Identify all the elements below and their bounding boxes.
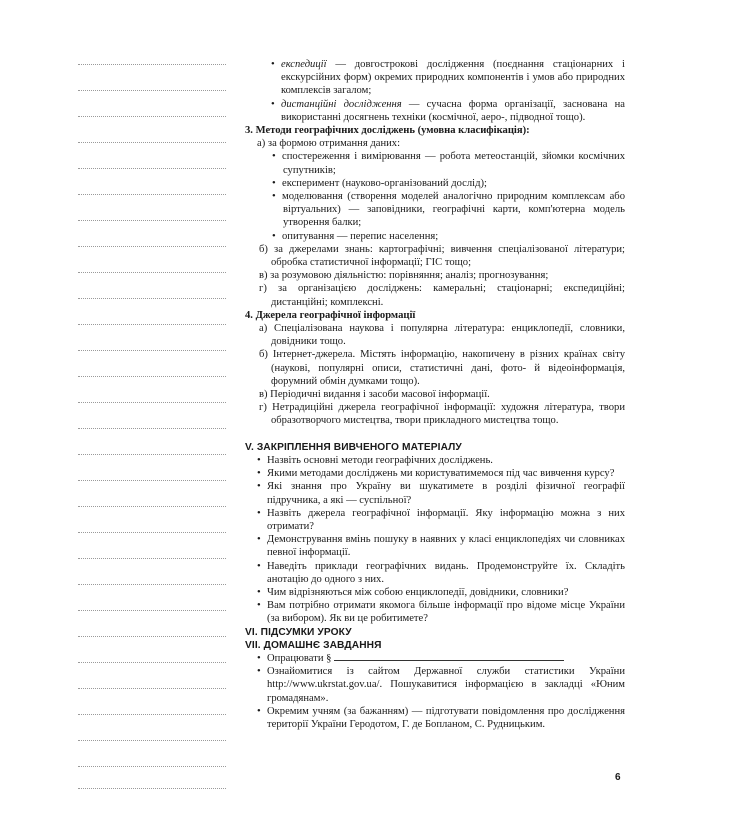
bullet-icon: • <box>272 177 276 189</box>
methods-a-item: • спостереження і вимірювання — робота метеостанцій, зйомки космічних супутників; <box>272 151 625 176</box>
bullet-icon: • <box>257 652 261 664</box>
note-line <box>78 714 226 715</box>
section-5-item: • Назвіть основні методи географічних досліджень. <box>257 454 493 466</box>
note-line <box>78 506 226 507</box>
methods-a-item: • моделювання (створення моделей аналогічно природним комплексам або віртуальних) — заповідники, географічні карти, комп'ютерна модель утворення балки; <box>272 191 625 229</box>
section-7-title: VII. ДОМАШНЄ ЗАВДАННЯ <box>245 639 382 651</box>
term: експедиції <box>281 59 327 70</box>
intro-item-remote <box>245 98 625 124</box>
term: дистанційні дослідження <box>281 98 402 110</box>
section-6-title: VI. ПІДСУМКИ УРОКУ <box>245 626 352 638</box>
section-5-item: • Які знання про Україну ви шукатимете в розділі фізичної географії підручника, а які — суспільної? <box>257 481 625 506</box>
note-line <box>78 688 226 689</box>
section-5-title: V. ЗАКРІПЛЕННЯ ВИВЧЕНОГО МАТЕРІАЛУ <box>245 441 462 453</box>
methods-b: б) за джерелами знань: картографічні; вивчення спеціалізованої літератури; обробка статистичної інформації; ГІС тощо; <box>259 243 625 269</box>
section-7-item: • Опрацювати § <box>245 652 625 665</box>
note-line <box>78 402 226 403</box>
page-number: 6 <box>615 772 621 783</box>
bullet-icon: • <box>271 98 275 110</box>
bullet-icon: • <box>272 191 276 203</box>
note-line <box>78 194 226 195</box>
methods-g: г) за організацією досліджень: камеральні; стаціонарні; експедиційні; дистанційні; комплексні. <box>259 283 625 308</box>
definition: — сучасна форма організації, заснована на використанні досягнень техніки (космічної, аеро-, підводної тощо). <box>281 98 625 123</box>
note-line <box>78 532 226 533</box>
margin-notes <box>78 60 226 790</box>
bullet-icon: • <box>257 534 261 546</box>
note-line <box>78 636 226 637</box>
note-line <box>78 558 226 559</box>
section-5-item: • Назвіть джерела географічної інформації. Яку інформацію можна з них отримати? <box>257 507 625 532</box>
note-line <box>78 584 226 585</box>
section-5-item: • Демонстрування вмінь пошуку в наявних у класі енциклопедіях чи словниках певної інформації. <box>257 534 625 559</box>
bullet-icon: • <box>257 600 261 612</box>
bullet-icon: • <box>257 454 261 466</box>
note-line <box>78 116 226 117</box>
note-line <box>78 350 226 351</box>
note-line <box>78 480 226 481</box>
bullet-icon: • <box>272 230 276 242</box>
sources-item: б) Інтернет-джерела. Містять інформацію, накопичену в різних країнах світу (наукові, популярні описи, статистичні дані, фото- й відеоінформація, форумний обмін думками тощо). <box>259 349 625 387</box>
intro-item-expeditions <box>245 58 625 98</box>
note-line <box>78 272 226 273</box>
note-line <box>78 324 226 325</box>
methods-heading: 3. Методи географічних досліджень (умовна класифікація): <box>245 125 530 137</box>
note-line <box>78 64 226 65</box>
bullet-icon: • <box>257 666 261 678</box>
methods-a-item: • опитування — перепис населення; <box>272 230 439 242</box>
note-line <box>78 142 226 143</box>
note-line <box>78 662 226 663</box>
section-5-item: • Наведіть приклади географічних видань. Продемонструйте їх. Складіть анотацію до одного з них. <box>257 560 625 585</box>
sources-heading: 4. Джерела географічної інформації <box>245 309 416 321</box>
bullet-icon: • <box>257 468 261 480</box>
note-line <box>78 90 226 91</box>
sources-item: г) Нетрадиційні джерела географічної інформації: художня література, твори образотворчого мистецтва, твори прикладного мистецтва тощо. <box>259 402 625 427</box>
note-line <box>78 610 226 611</box>
note-line <box>78 766 226 767</box>
section-5-item: • Вам потрібно отримати якомога більше інформації про відоме місце України (за вибором). Як ви це робитимете? <box>257 600 625 625</box>
section-5-item: • Чим відрізняються між собою енциклопедії, довідники, словники? <box>257 586 569 598</box>
note-line <box>78 740 226 741</box>
note-line <box>78 220 226 221</box>
section-5-item: • Якими методами досліджень ми користуватимемося під час вивчення курсу? <box>257 468 615 480</box>
methods-a-label: а) за формою отримання даних: <box>257 138 401 150</box>
note-line <box>78 376 226 377</box>
methods-a-item: • експеримент (науково-організований дослід); <box>272 177 487 189</box>
definition: — довгострокові дослідження (поєднання стаціонарних і екскурсійних форм) окремих природних компонентів і умов або природних комплексів загалом; <box>281 59 625 97</box>
sources-item: в) Періодичні видання і засоби масової інформації. <box>259 389 490 401</box>
main-content <box>245 58 625 731</box>
fill-in-blank <box>334 652 564 661</box>
bullet-icon: • <box>272 151 276 163</box>
bullet-icon: • <box>257 507 261 519</box>
section-7-item: • Ознайомитися із сайтом Державної служби статистики України http://www.ukrstat.gov.ua/. Пошукавитися інформацією в закладці «Юним громадянам». <box>257 666 625 704</box>
note-line <box>78 246 226 247</box>
bullet-icon: • <box>257 586 261 598</box>
note-line <box>78 168 226 169</box>
note-line <box>78 788 226 789</box>
sources-item: а) Спеціалізована наукова і популярна література: енциклопедії, словники, довідники тощо. <box>259 323 625 348</box>
note-line <box>78 298 226 299</box>
methods-v: в) за розумовою діяльністю: порівняння; аналіз; прогнозування; <box>259 270 549 282</box>
bullet-icon: • <box>257 560 261 572</box>
bullet-icon: • <box>257 481 261 493</box>
bullet-icon: • <box>271 59 275 70</box>
note-line <box>78 428 226 429</box>
note-line <box>78 454 226 455</box>
bullet-icon: • <box>257 705 261 717</box>
section-7-item: • Окремим учням (за бажанням) — підготувати повідомлення про дослідження території України Геродотом, Г. де Бопланом, С. Рудницьким. <box>257 705 625 730</box>
